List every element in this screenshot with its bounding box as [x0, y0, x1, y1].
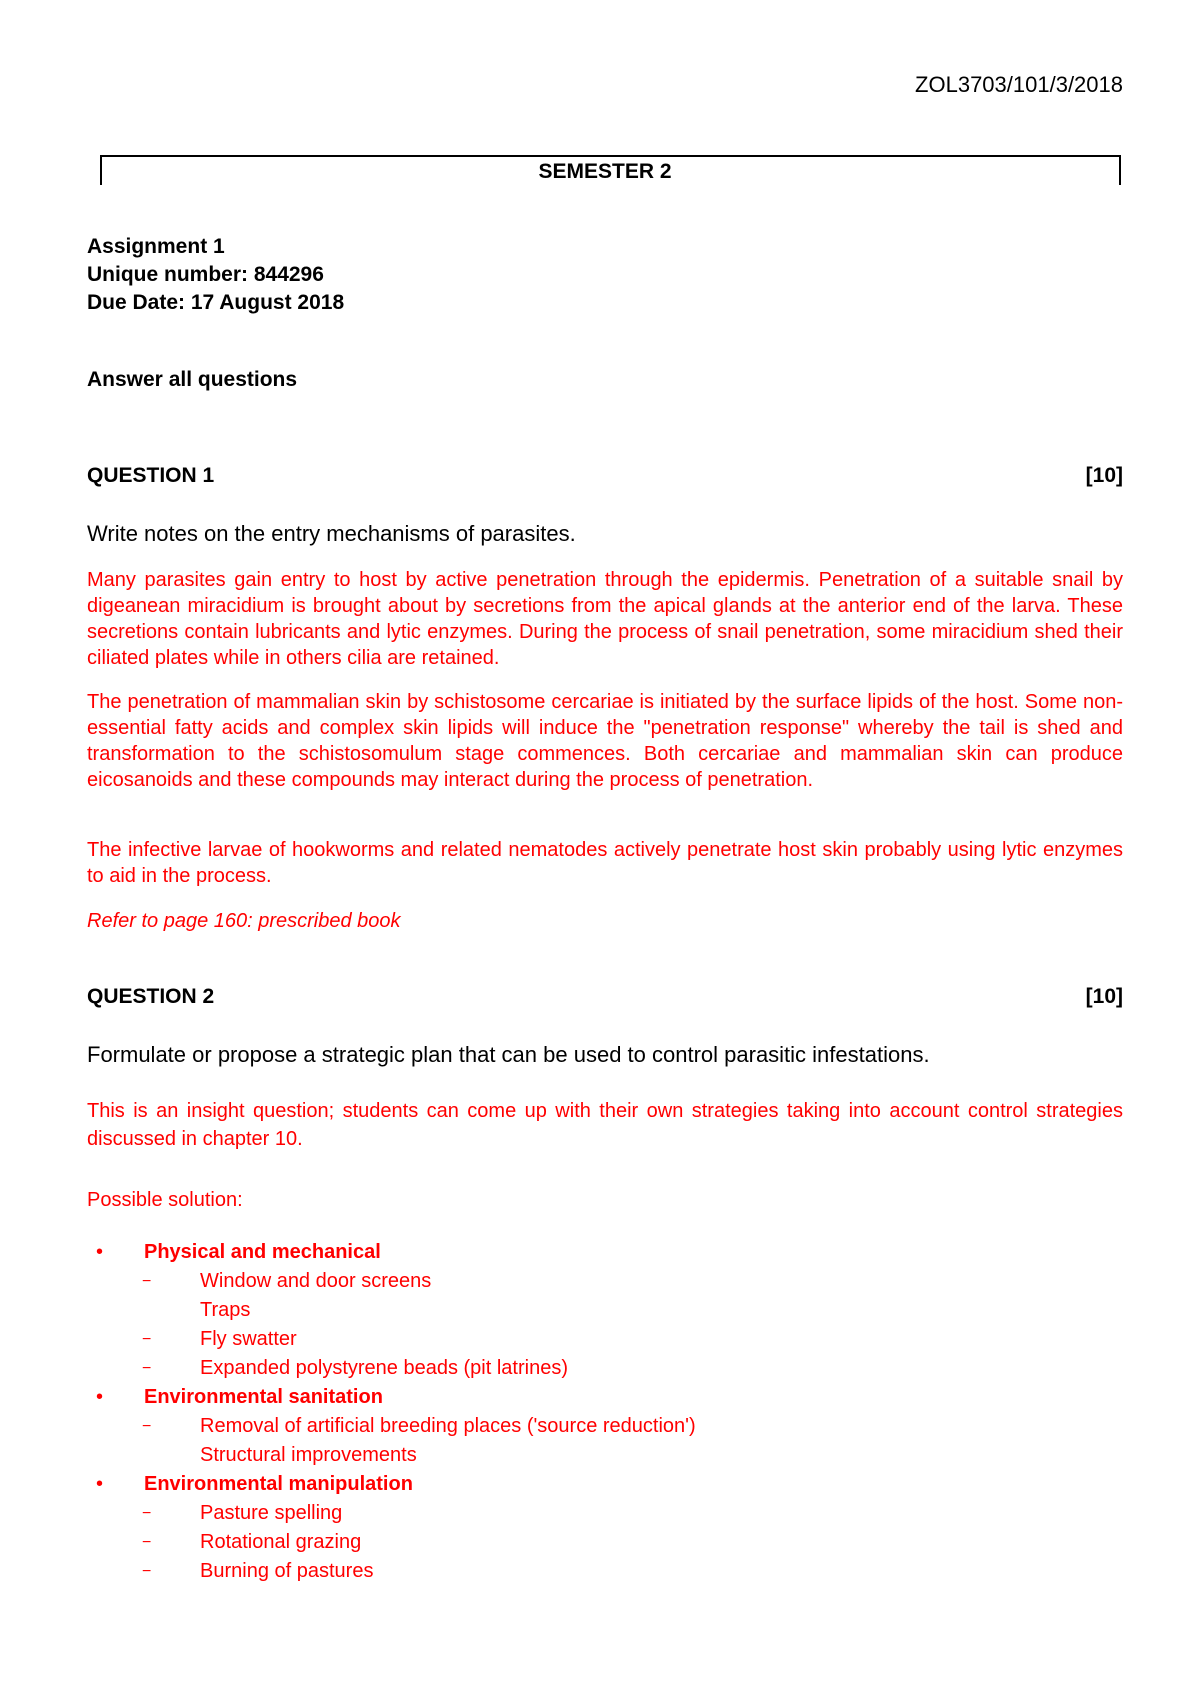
strategy-item: [87, 1354, 1123, 1383]
strategy-item-label: Burning of pastures: [200, 1560, 374, 1582]
dash-icon: −: [142, 1563, 152, 1580]
bullet-icon: •: [96, 1241, 104, 1263]
question-2-title: QUESTION 2: [87, 985, 215, 1008]
question-2-prompt: Formulate or propose a strategic plan that can be used to control parasitic infestations.: [87, 1042, 930, 1067]
strategy-category: [87, 1383, 1123, 1412]
question-1-answer-paragraph: The infective larvae of hookworms and related nematodes actively penetrate host skin probably using lytic enzymes to aid in the process.: [87, 839, 1123, 887]
strategy-item-label: Traps: [200, 1299, 251, 1321]
strategy-item-label: Removal of artificial breeding places ('source reduction'): [200, 1415, 696, 1437]
dash-icon: −: [142, 1331, 152, 1348]
strategy-item-label: Structural improvements: [200, 1444, 417, 1466]
possible-solution-label: Possible solution:: [87, 1189, 243, 1211]
strategy-list: [87, 1238, 1123, 1586]
strategy-item-label: Fly swatter: [200, 1328, 297, 1350]
question-2-marks: [10]: [1085, 985, 1123, 1008]
question-2-answer: This is an insight question; students can come up with their own strategies taking into account control strategies discussed in chapter 10.: [87, 1100, 1123, 1150]
document-code: ZOL3703/101/3/2018: [915, 72, 1123, 97]
strategy-category: [87, 1470, 1123, 1499]
strategy-item: [87, 1325, 1123, 1354]
dash-icon: −: [142, 1534, 152, 1551]
due-date: Due Date: 17 August 2018: [87, 291, 345, 314]
dash-icon: −: [142, 1505, 152, 1522]
question-1-heading: [87, 464, 1123, 488]
assignment-title: Assignment 1: [87, 235, 225, 258]
question-1-title: QUESTION 1: [87, 464, 215, 487]
dash-icon: −: [142, 1273, 152, 1290]
strategy-category-label: Environmental sanitation: [144, 1386, 383, 1408]
strategy-item: [87, 1296, 1123, 1325]
strategy-item-label: Pasture spelling: [200, 1502, 343, 1524]
question-1-answer-paragraph: Many parasites gain entry to host by active penetration through the epidermis. Penetration of a suitable snail by digeanean miracidium is brought about by secretions from the apical glands at the anterior end of the larva. These secretions contain lubricants and lytic enzymes. During the process of snail penetration, some miracidium shed their ciliated plates while in others cilia are retained.: [87, 569, 1123, 669]
unique-number: Unique number: 844296: [87, 263, 324, 286]
dash-icon: −: [142, 1360, 152, 1377]
question-1-marks: [10]: [1085, 464, 1123, 487]
bullet-icon: •: [96, 1386, 104, 1408]
strategy-category-label: Physical and mechanical: [144, 1241, 381, 1263]
bullet-icon: •: [96, 1473, 104, 1495]
dash-icon: −: [142, 1418, 152, 1435]
strategy-item-label: Window and door screens: [200, 1270, 432, 1292]
question-2-heading: [87, 985, 1123, 1009]
strategy-category-label: Environmental manipulation: [144, 1473, 413, 1495]
question-1-prompt: Write notes on the entry mechanisms of parasites.: [87, 521, 576, 546]
strategy-item: [87, 1499, 1123, 1528]
question-1-answer-paragraph: The penetration of mammalian skin by schistosome cercariae is initiated by the surface lipids of the host. Some non-essential fatty acids and complex skin lipids will induce the "penetration response" whereby the tail is shed and transformation to the schistosomulum stage commences. Both cercariae and mammalian skin can produce eicosanoids and these compounds may interact during the process of penetration.: [87, 691, 1123, 791]
strategy-item-label: Rotational grazing: [200, 1531, 362, 1553]
question-1-reference: Refer to page 160: prescribed book: [87, 910, 401, 932]
strategy-item: [87, 1528, 1123, 1557]
document-page: [87, 0, 1123, 1696]
semester-title: SEMESTER 2: [538, 160, 672, 183]
strategy-item: [87, 1441, 1123, 1470]
strategy-item: [87, 1557, 1123, 1586]
strategy-item-label: Expanded polystyrene beads (pit latrines): [200, 1357, 568, 1379]
strategy-item: [87, 1412, 1123, 1441]
strategy-item: [87, 1267, 1123, 1296]
instruction: Answer all questions: [87, 368, 298, 391]
strategy-category: [87, 1238, 1123, 1267]
